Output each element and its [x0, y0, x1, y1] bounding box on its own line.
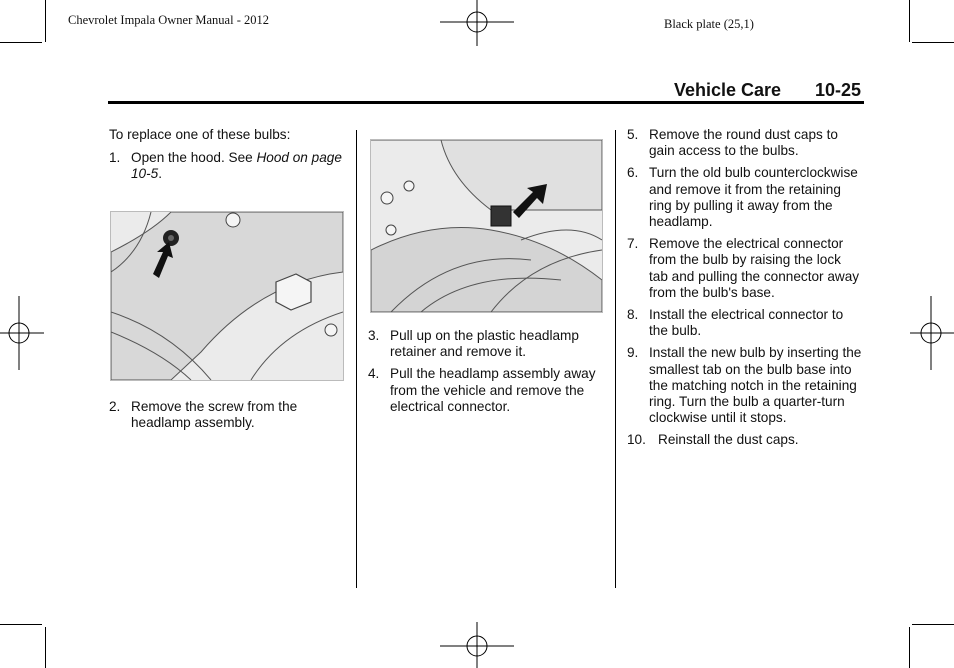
step-number: 5. — [627, 127, 639, 142]
list-item — [627, 127, 863, 159]
crop-mark — [45, 627, 46, 668]
list-item — [627, 165, 863, 230]
step-text: Install the new bulb by inserting the smallest tab on the bulb base into the matching notch in the retaining ring. Turn the bulb a quarter-turn clockwise until it stops. — [649, 345, 862, 426]
step-text: Install the electrical connector to the bulb. — [649, 307, 844, 339]
step-number: 3. — [368, 328, 380, 343]
cross-reference-link[interactable]: Hood on page 10-5 — [131, 150, 342, 182]
registration-mark-icon — [440, 0, 514, 46]
crop-mark — [912, 624, 954, 625]
crop-mark — [912, 42, 954, 43]
column-1-lower — [109, 399, 345, 437]
step-text-end: . — [158, 166, 162, 182]
list-item — [627, 236, 863, 301]
list-item — [368, 328, 604, 360]
page-number: 10-25 — [815, 80, 862, 100]
registration-mark-icon — [0, 296, 44, 370]
step-number: 7. — [627, 236, 639, 252]
column-1 — [109, 127, 345, 189]
list-item — [627, 307, 863, 339]
step-number: 6. — [627, 165, 639, 181]
column-3 — [627, 127, 863, 455]
crop-mark — [45, 0, 46, 42]
section-title: Vehicle Care — [674, 80, 782, 100]
step-number: 9. — [627, 345, 639, 361]
intro-text: To replace one of these bulbs: — [109, 127, 291, 142]
plate-label: Black plate (25,1) — [664, 17, 754, 31]
step-number: 10. — [627, 432, 646, 448]
crop-mark — [909, 0, 910, 42]
illustration-headlamp-retainer — [370, 139, 603, 313]
list-item — [627, 432, 863, 448]
header-rule — [108, 101, 864, 104]
book-title: Chevrolet Impala Owner Manual - 2012 — [68, 13, 269, 27]
step-text: Pull up on the plastic headlamp retainer and remove it. — [390, 328, 579, 360]
step-text: Reinstall the dust caps. — [658, 432, 799, 448]
list-item — [109, 399, 345, 431]
registration-mark-icon — [910, 296, 954, 370]
step-text: Turn the old bulb counterclockwise and remove it from the retaining ring by pulling it away from the headlamp. — [649, 165, 858, 230]
crop-mark — [909, 627, 910, 668]
column-divider — [356, 130, 357, 588]
step-text: Pull the headlamp assembly away from the vehicle and remove the electrical connector. — [390, 366, 596, 414]
step-text: Remove the screw from the headlamp assembly. — [131, 399, 298, 431]
list-item — [109, 150, 345, 182]
list-item — [368, 366, 604, 415]
step-number: 4. — [368, 366, 380, 382]
step-number: 2. — [109, 399, 121, 414]
illustration-headlamp-screw — [110, 211, 344, 381]
registration-mark-icon — [440, 622, 514, 668]
column-divider — [615, 130, 616, 588]
crop-mark — [0, 42, 42, 43]
step-number: 1. — [109, 150, 121, 166]
column-2 — [368, 328, 604, 421]
step-text: Remove the round dust caps to gain access to the bulbs. — [649, 127, 838, 159]
step-text: Open the hood. See — [131, 150, 257, 166]
step-text: Remove the electrical connector from the bulb by raising the lock tab and pulling the connector away from the bulb's base. — [649, 236, 860, 300]
list-item — [627, 345, 863, 426]
step-number: 8. — [627, 307, 639, 323]
crop-mark — [0, 624, 42, 625]
